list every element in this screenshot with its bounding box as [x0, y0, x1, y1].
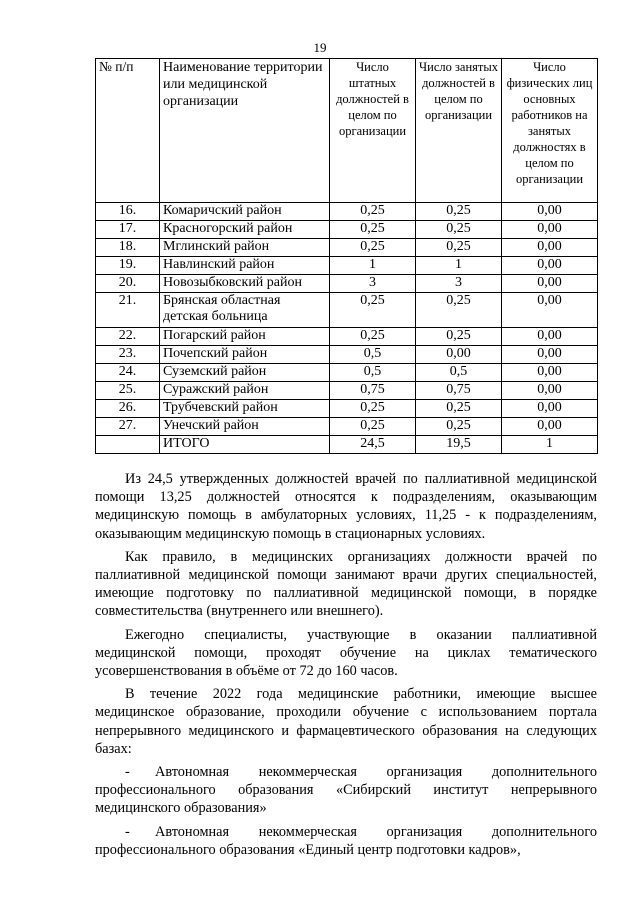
cell-occupied: 0,00 — [416, 346, 502, 364]
table-row — [96, 418, 598, 436]
table-row — [96, 221, 598, 239]
cell-staff: 1 — [330, 257, 416, 275]
page-number: 19 — [313, 40, 327, 55]
cell-num: 22. — [96, 328, 160, 346]
cell-physical: 0,00 — [502, 400, 598, 418]
paragraph: Как правило, в медицинских организациях должности врачей по паллиативной медицинской помощи занимают врачи других специальностей, имеющие подготовку по паллиативной медицинской помощи, в порядке совместительства (внутреннего или внешнего). — [95, 548, 597, 620]
table-header-row — [96, 59, 598, 203]
cell-physical: 0,00 — [502, 328, 598, 346]
cell-physical: 0,00 — [502, 275, 598, 293]
bullet-dash: - — [125, 764, 130, 781]
cell-num: 16. — [96, 203, 160, 221]
cell-physical: 0,00 — [502, 418, 598, 436]
cell-name: Суземский район — [160, 364, 330, 382]
cell-staff: 0,25 — [330, 221, 416, 239]
cell-staff: 0,25 — [330, 239, 416, 257]
cell-staff: 0,5 — [330, 346, 416, 364]
cell-occupied: 0,25 — [416, 239, 502, 257]
bullet-text: Автономная некоммерческая организация дополнительного профессионального образования «Сибирский институт непрерывного медицинского образования» — [95, 764, 597, 817]
cell-physical: 0,00 — [502, 221, 598, 239]
paragraph: Ежегодно специалисты, участвующие в оказании паллиативной медицинской помощи, проходят обучение на циклах тематического усовершенствования в объёме от 72 до 160 часов. — [95, 626, 597, 680]
bullet-text: Автономная некоммерческая организация дополнительного профессионального образования «Единый центр подготовки кадров», — [95, 823, 597, 858]
positions-table — [95, 58, 598, 454]
table-row — [96, 364, 598, 382]
cell-occupied: 0,75 — [416, 382, 502, 400]
total-label: ИТОГО — [160, 436, 330, 454]
table-row — [96, 293, 598, 328]
cell-name: Трубчевский район — [160, 400, 330, 418]
cell-physical: 0,00 — [502, 239, 598, 257]
cell-name: Комаричский район — [160, 203, 330, 221]
cell-staff: 0,5 — [330, 364, 416, 382]
cell-num: 26. — [96, 400, 160, 418]
cell-occupied: 3 — [416, 275, 502, 293]
cell-occupied: 0,25 — [416, 418, 502, 436]
cell-name: Унечский район — [160, 418, 330, 436]
cell-staff: 0,75 — [330, 382, 416, 400]
cell-num: 18. — [96, 239, 160, 257]
cell-occupied: 0,25 — [416, 203, 502, 221]
cell-physical: 0,00 — [502, 257, 598, 275]
table-row — [96, 203, 598, 221]
total-occupied: 19,5 — [416, 436, 502, 454]
cell-staff: 0,25 — [330, 293, 416, 328]
cell-name: Красногорский район — [160, 221, 330, 239]
cell-name: Новозыбковский район — [160, 275, 330, 293]
cell-staff: 0,25 — [330, 400, 416, 418]
cell-staff: 0,25 — [330, 203, 416, 221]
bullet-dash: - — [125, 823, 130, 840]
table-row — [96, 239, 598, 257]
cell-num: 19. — [96, 257, 160, 275]
cell-occupied: 0,25 — [416, 221, 502, 239]
cell-occupied: 1 — [416, 257, 502, 275]
cell-occupied: 0,25 — [416, 328, 502, 346]
cell-physical: 0,00 — [502, 203, 598, 221]
cell-name: Погарский район — [160, 328, 330, 346]
cell-num: 23. — [96, 346, 160, 364]
cell-num: 17. — [96, 221, 160, 239]
cell-name: Навлинский район — [160, 257, 330, 275]
body-text — [95, 470, 597, 859]
bullet-item — [95, 823, 597, 859]
cell-name: Брянская областная детская больница — [160, 293, 330, 328]
cell-num: 25. — [96, 382, 160, 400]
table-row — [96, 328, 598, 346]
cell-num: 21. — [96, 293, 160, 328]
table-row — [96, 382, 598, 400]
total-staff: 24,5 — [330, 436, 416, 454]
paragraph: Из 24,5 утвержденных должностей врачей по паллиативной медицинской помощи 13,25 должностей относятся к подразделениям, оказывающим медицинскую помощь в амбулаторных условиях, 11,25 - к подразделениям, оказывающим медицинскую помощь в стационарных условиях. — [95, 471, 597, 542]
header-num: № п/п — [96, 59, 160, 203]
cell-physical: 0,00 — [502, 293, 598, 328]
table-row — [96, 275, 598, 293]
cell-num: 27. — [96, 418, 160, 436]
table-row — [96, 257, 598, 275]
cell-name: Почепский район — [160, 346, 330, 364]
table-row — [96, 346, 598, 364]
cell-occupied: 0,5 — [416, 364, 502, 382]
bullet-item — [95, 763, 597, 818]
cell-name: Мглинский район — [160, 239, 330, 257]
cell-staff: 0,25 — [330, 328, 416, 346]
cell-physical: 0,00 — [502, 364, 598, 382]
header-name: Наименование территории или медицинской организации — [160, 59, 330, 203]
cell-occupied: 0,25 — [416, 293, 502, 328]
header-staff: Число штатных должностей в целом по организации — [330, 59, 416, 203]
cell-staff: 0,25 — [330, 418, 416, 436]
cell-staff: 3 — [330, 275, 416, 293]
table-total-row — [96, 436, 598, 454]
cell-occupied: 0,25 — [416, 400, 502, 418]
total-physical: 1 — [502, 436, 598, 454]
table-row — [96, 400, 598, 418]
header-physical: Число физических лиц основных работников на занятых должностях в целом по организации — [502, 59, 598, 203]
cell-num: 24. — [96, 364, 160, 382]
cell-name: Суражский район — [160, 382, 330, 400]
cell-physical: 0,00 — [502, 346, 598, 364]
cell-physical: 0,00 — [502, 382, 598, 400]
paragraph: В течение 2022 года медицинские работники, имеющие высшее медицинское образование, проходили обучение с использованием портала непрерывного медицинского и фармацевтического образования на следующих базах: — [95, 686, 597, 757]
total-num — [96, 436, 160, 454]
header-occupied: Число занятых должностей в целом по организации — [416, 59, 502, 203]
cell-num: 20. — [96, 275, 160, 293]
